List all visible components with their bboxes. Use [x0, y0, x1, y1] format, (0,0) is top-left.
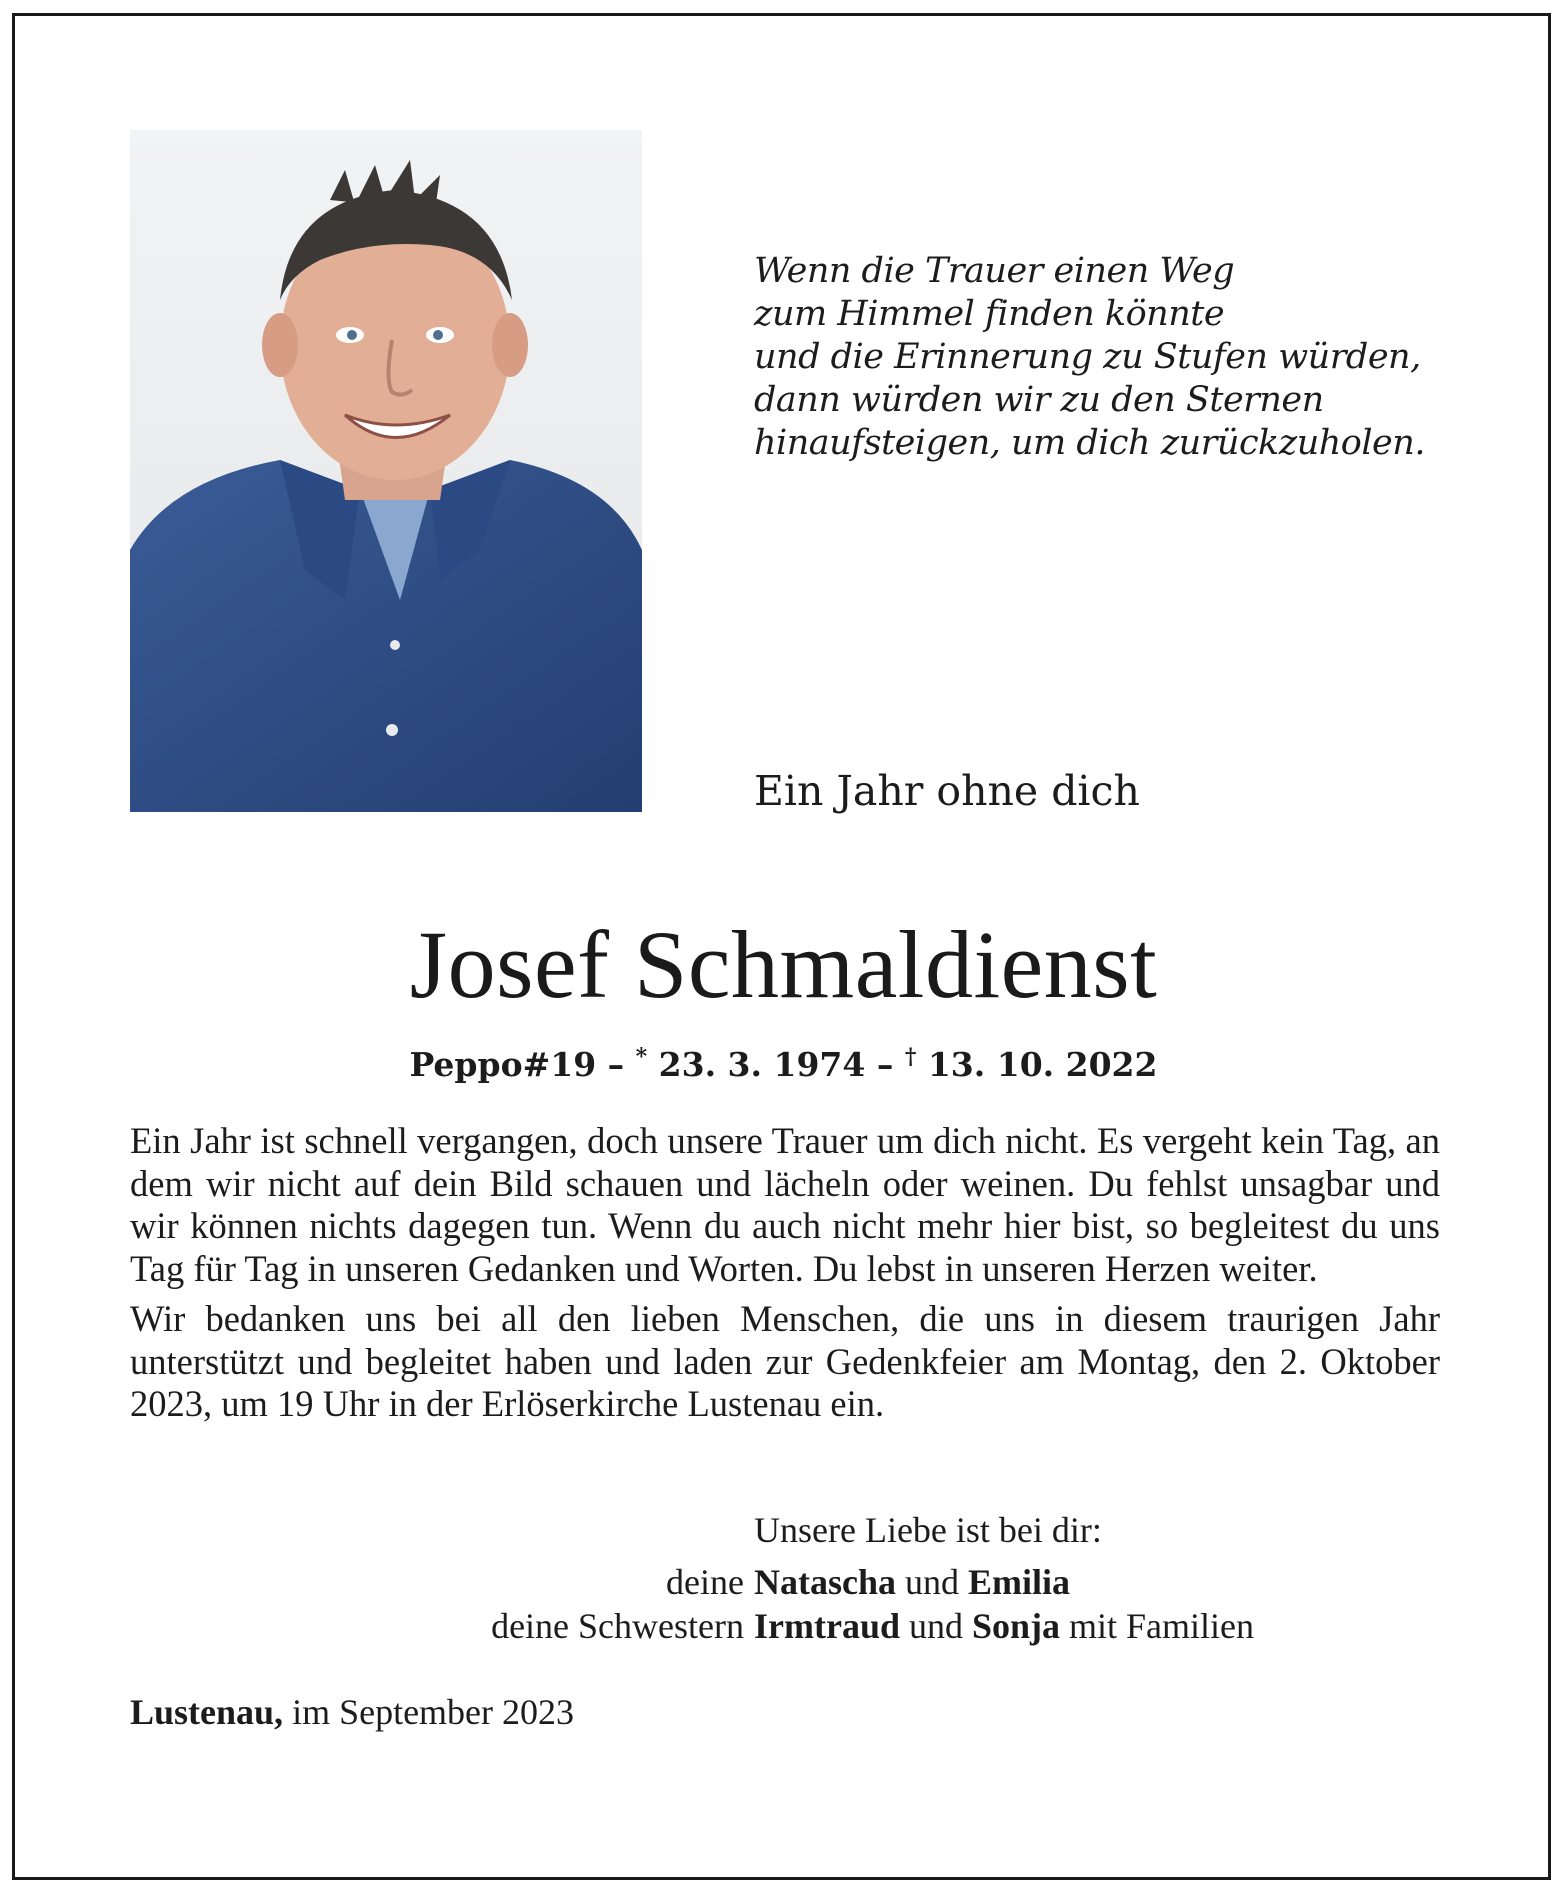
- signatory-prefix: deine: [666, 1562, 744, 1602]
- poem-line: und die Erinnerung zu Stufen würden,: [754, 337, 1421, 377]
- poem-line: Wenn die Trauer einen Weg: [754, 251, 1235, 291]
- life-dates: [0, 1035, 1567, 1087]
- date-separator: –: [596, 1045, 636, 1084]
- poem-line: hinaufsteigen, um dich zurückzuholen.: [754, 423, 1425, 463]
- conjunction: und: [896, 1562, 968, 1602]
- birth-symbol: *: [635, 1044, 648, 1070]
- signatory-name: Irmtraud: [754, 1606, 900, 1646]
- paragraph: Wir bedanken uns bei all den lieben Menschen, die uns in diesem traurigen Jahr unterstützt und begleitet haben und laden zur Gedenkfeier am Montag, den 2. Oktober 2023, um 19 Uhr in der Erlöserkirche Lustenau ein.: [130, 1298, 1440, 1424]
- paragraph: Ein Jahr ist schnell vergangen, doch unsere Trauer um dich nicht. Es vergeht kein Tag, an dem wir nicht auf dein Bild schauen und lächeln oder weinen. Du fehlst unsagbar und wir können nichts dagegen tun. Wenn du auch nicht mehr hier bist, so begleitest du uns Tag für Tag in unseren Gedanken und Worten. Du lebst in unseren Herzen weiter.: [130, 1120, 1440, 1289]
- signatory-prefix: deine Schwestern: [491, 1606, 744, 1646]
- intro-heading: Ein Jahr ohne dich: [754, 767, 1140, 815]
- nickname: Peppo#19: [409, 1045, 597, 1084]
- place-month: im September 2023: [283, 1692, 575, 1732]
- portrait-photo: [130, 130, 642, 812]
- signatory-name: Natascha: [754, 1562, 896, 1602]
- deceased-name: Josef Schmaldienst: [409, 911, 1158, 1018]
- poem-line: dann würden wir zu den Sternen: [754, 380, 1324, 420]
- date-separator: –: [865, 1045, 905, 1084]
- portrait-illustration: [130, 130, 642, 812]
- signatory-name: Sonja: [972, 1606, 1061, 1646]
- place-date: [130, 1690, 574, 1734]
- signatory-names: [754, 1604, 1254, 1648]
- signatory-row: [0, 1604, 1255, 1648]
- death-symbol: †: [904, 1044, 917, 1070]
- signatories: [0, 1560, 1255, 1648]
- poem-line: zum Himmel finden könnte: [754, 294, 1225, 334]
- signatory-row: [0, 1560, 1071, 1604]
- closing-intro: Unsere Liebe ist bei dir:: [754, 1510, 1102, 1550]
- signatory-name: Emilia: [968, 1562, 1071, 1602]
- signatory-suffix: mit Familien: [1060, 1606, 1255, 1646]
- death-date: 13. 10. 2022: [916, 1045, 1158, 1084]
- conjunction: und: [900, 1606, 972, 1646]
- poem: [754, 250, 1474, 465]
- place-city: Lustenau,: [130, 1692, 284, 1732]
- birth-date: 23. 3. 1974: [647, 1045, 866, 1084]
- body-text: [130, 1120, 1440, 1434]
- signatory-names: [754, 1560, 1070, 1604]
